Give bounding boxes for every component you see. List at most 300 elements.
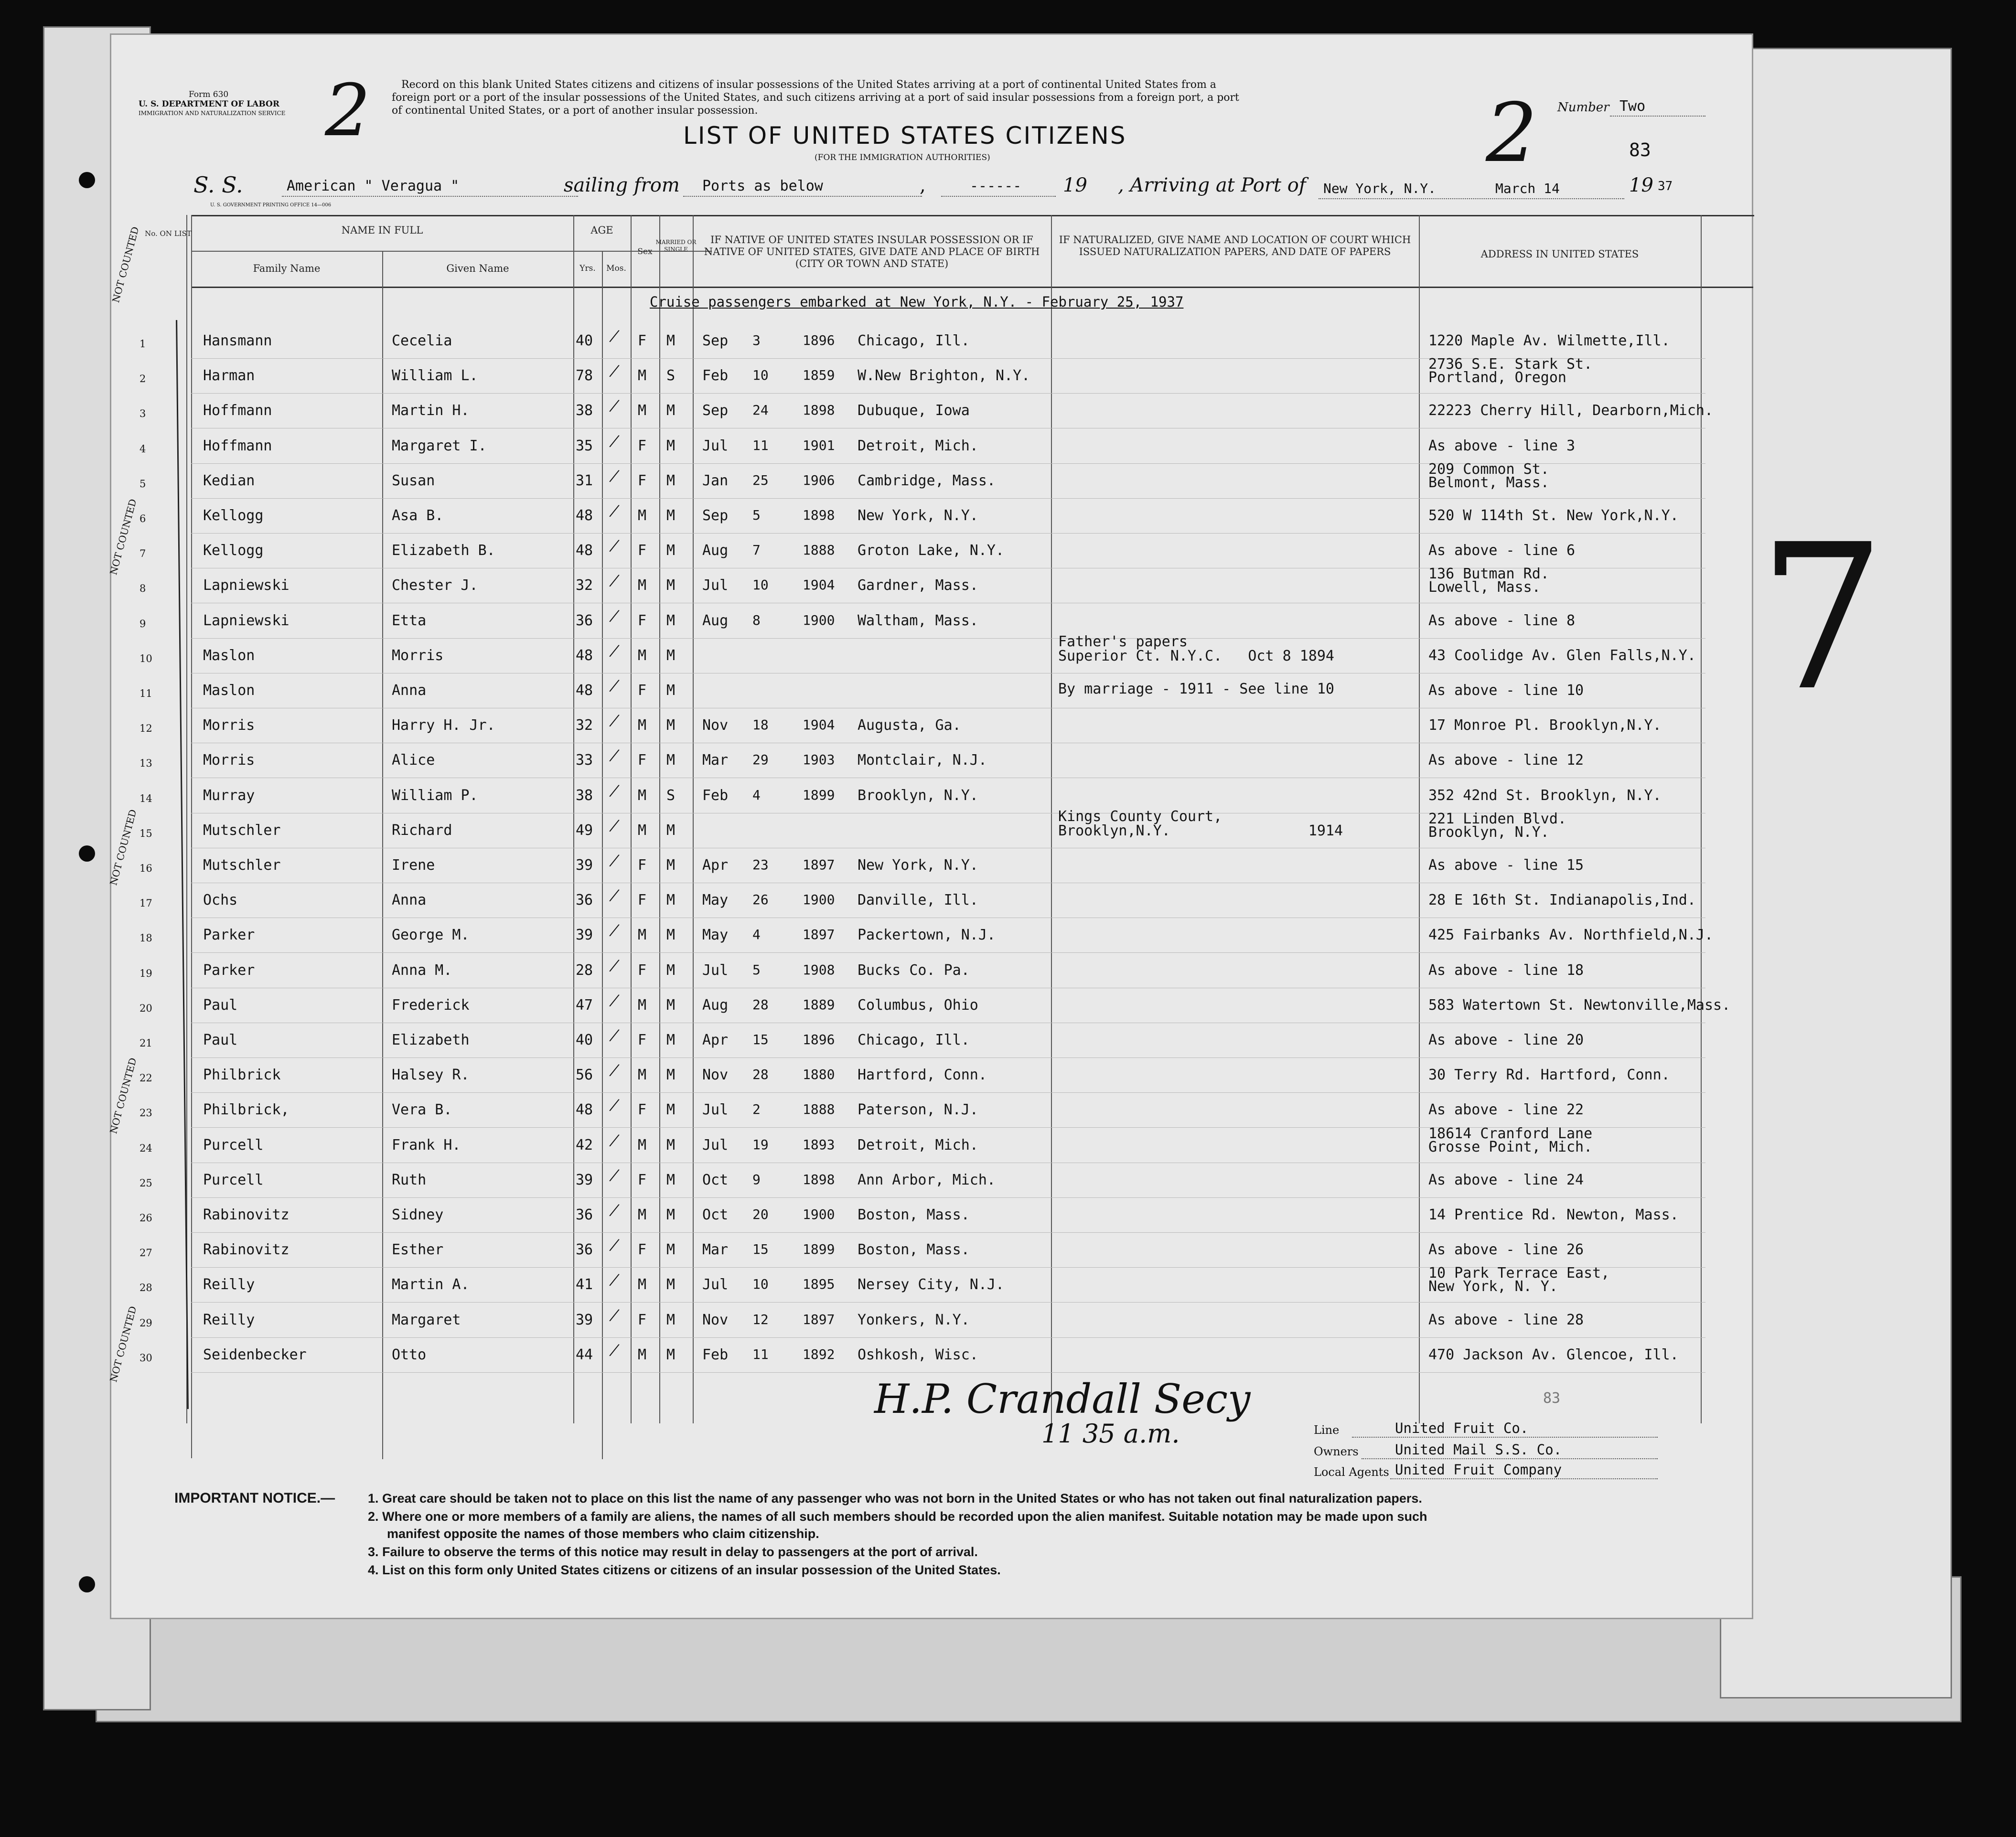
marital-status: M: [666, 996, 676, 1014]
table-header-rule: [191, 287, 1753, 288]
given-name: Ruth: [392, 1171, 427, 1188]
address-line-1: 43 Coolidge Av. Glen Falls,N.Y.: [1428, 647, 1696, 664]
check-mark: /: [607, 568, 622, 593]
marital-status: M: [666, 577, 676, 594]
age-years: 42: [576, 1136, 593, 1153]
table-row: [110, 534, 1753, 569]
given-name: William L.: [392, 367, 478, 384]
given-name: Anna: [392, 892, 427, 909]
check-mark: /: [607, 1233, 622, 1257]
birth-day: 4: [752, 787, 761, 803]
marital-status: M: [666, 1136, 676, 1153]
table-row: [110, 499, 1753, 534]
agents-blank: [1390, 1478, 1658, 1479]
row-number: 5: [139, 478, 146, 490]
given-name: Harry H. Jr.: [392, 717, 495, 734]
table-row: [110, 1023, 1753, 1058]
back-sheet-right: [1720, 48, 1952, 1698]
family-name: Seidenbecker: [203, 1346, 307, 1363]
sailing-label: sailing from: [564, 174, 680, 196]
row-number: 3: [139, 408, 146, 420]
form-number: Form 630: [189, 90, 229, 99]
notice-item-2: 2. Where one or more members of a family are aliens, the names of all such members should be recorded upon the alien manifest. Suitable notation may be made upon such: [368, 1509, 1427, 1524]
given-name: Alice: [392, 752, 435, 769]
age-years: 38: [576, 787, 593, 804]
table-row: [110, 708, 1753, 744]
birth-day: 29: [752, 752, 769, 768]
given-name: Etta: [392, 612, 427, 629]
department: U. S. DEPARTMENT OF LABOR: [139, 99, 279, 109]
table-row: [110, 394, 1753, 429]
row-number: 4: [139, 443, 146, 455]
birth-place: Detroit, Mich.: [858, 437, 978, 454]
birth-month: Jul: [702, 1101, 729, 1119]
age-years: 41: [576, 1276, 593, 1293]
birth-day: 11: [752, 437, 769, 453]
birth-year: 1898: [803, 402, 835, 418]
row-number: 12: [139, 723, 152, 735]
birth-day: 5: [752, 507, 761, 523]
address-line-1: 28 E 16th St. Indianapolis,Ind.: [1428, 892, 1696, 909]
check-mark: /: [607, 1338, 622, 1362]
sex: F: [638, 542, 647, 559]
birth-day: 24: [752, 402, 769, 418]
naturalization: Father's papers Superior Ct. N.Y.C. Oct 8 1894: [1058, 633, 1334, 664]
check-mark: /: [607, 743, 622, 768]
table-row: [110, 429, 1753, 464]
birth-year: 1888: [803, 542, 835, 558]
number-label: Number: [1557, 100, 1609, 115]
check-mark: /: [607, 778, 622, 803]
marital-status: M: [666, 332, 676, 349]
age-years: 48: [576, 647, 593, 664]
family-name: Maslon: [203, 647, 255, 664]
age-years: 36: [576, 1241, 593, 1259]
address-line-1: 1220 Maple Av. Wilmette,Ill.: [1428, 332, 1670, 349]
arrival-blank: [1319, 198, 1624, 199]
age-years: 31: [576, 472, 593, 489]
given-name: Anna: [392, 682, 427, 699]
birth-day: 11: [752, 1346, 769, 1362]
birth-month: Aug: [702, 612, 729, 629]
table-row: [110, 1125, 1753, 1164]
check-mark: /: [607, 603, 622, 628]
family-name: Hoffmann: [203, 402, 272, 419]
birth-month: May: [702, 892, 729, 909]
birth-month: Mar: [702, 1241, 729, 1259]
check-mark: /: [607, 883, 622, 908]
row-number: 7: [139, 548, 146, 560]
not-counted-stamp: NOT COUNTED: [107, 1056, 139, 1135]
birth-month: Sep: [702, 402, 729, 419]
birth-year: 1900: [803, 892, 835, 908]
check-mark: /: [607, 1303, 622, 1327]
family-name: Morris: [203, 717, 255, 734]
birth-place: New York, N.Y.: [858, 507, 978, 524]
check-mark: /: [607, 499, 622, 523]
age-years: 32: [576, 717, 593, 734]
birth-month: Jul: [702, 961, 729, 979]
marital-status: M: [666, 752, 676, 769]
given-name: Elizabeth: [392, 1032, 470, 1048]
table-row: [110, 633, 1753, 674]
given-name: Elizabeth B.: [392, 542, 495, 559]
birth-year: 1893: [803, 1136, 835, 1153]
age-years: 39: [576, 927, 593, 944]
service: IMMIGRATION AND NATURALIZATION SERVICE: [139, 110, 286, 117]
age-years: 39: [576, 857, 593, 874]
header-name-in-full: NAME IN FULL: [341, 224, 423, 236]
not-counted-stamp: NOT COUNTED: [110, 225, 141, 304]
sex: M: [638, 787, 647, 804]
given-name: Vera B.: [392, 1101, 452, 1119]
address-line-1: 18614 Cranford Lane: [1428, 1125, 1593, 1142]
table-row: [110, 1093, 1753, 1128]
marital-status: M: [666, 507, 676, 524]
marital-status: M: [666, 1207, 676, 1223]
row-number: 14: [139, 792, 152, 804]
arrival-year: 37: [1658, 179, 1673, 193]
family-name: Maslon: [203, 682, 255, 699]
table-row: [110, 1265, 1753, 1303]
record-instructions-3: of continental United States, or a port of another insular possession.: [392, 105, 758, 117]
family-name: Parker: [203, 961, 255, 979]
address-line-1: As above - line 15: [1428, 857, 1584, 874]
record-instructions-2: foreign port or a port of the insular possessions of the United States, and such citizens arriving at a port of said insular possessions from a foreign port, a port: [392, 92, 1239, 104]
sex: M: [638, 577, 647, 594]
address-line-1: As above - line 10: [1428, 682, 1584, 699]
marital-status: M: [666, 402, 676, 419]
page-mark-bottom: 83: [1543, 1390, 1561, 1407]
notice-item-2-cont: manifest opposite the names of those members who claim citizenship.: [387, 1527, 819, 1541]
sex: F: [638, 612, 647, 629]
sailing-blank: [683, 196, 922, 197]
birth-place: Paterson, N.J.: [858, 1101, 978, 1119]
birth-day: 10: [752, 367, 769, 384]
birth-year: 1896: [803, 332, 835, 348]
age-years: 48: [576, 542, 593, 559]
birth-place: Oshkosh, Wisc.: [858, 1346, 978, 1363]
sex: F: [638, 682, 647, 699]
birth-place: Waltham, Mass.: [858, 612, 978, 629]
table-row: [110, 988, 1753, 1024]
arriving-label: , Arriving at Port of: [1118, 174, 1306, 196]
header-family-name: Family Name: [253, 263, 321, 274]
marital-status: S: [666, 787, 676, 804]
birth-year: 1859: [803, 367, 835, 384]
handwritten-list-number-right: 2: [1486, 86, 1538, 181]
manifest-sheet: [107, 33, 1753, 1619]
given-name: Morris: [392, 647, 444, 664]
naturalization: By marriage - 1911 - See line 10: [1058, 681, 1334, 697]
agents-label: Local Agents: [1314, 1465, 1389, 1479]
birth-day: 28: [752, 1067, 769, 1083]
punch-hole: [79, 845, 95, 862]
birth-year: 1892: [803, 1346, 835, 1362]
marital-status: M: [666, 437, 676, 454]
birth-year: 1888: [803, 1101, 835, 1118]
sex: M: [638, 822, 647, 839]
family-name: Ochs: [203, 892, 238, 909]
given-name: William P.: [392, 787, 478, 804]
address-line-1: As above - line 8: [1428, 612, 1576, 629]
address-line-1: 22223 Cherry Hill, Dearborn,Mich.: [1428, 402, 1714, 419]
birth-day: 28: [752, 996, 769, 1013]
row-number: 6: [139, 513, 146, 524]
given-name: Richard: [392, 822, 452, 839]
birth-place: Detroit, Mich.: [858, 1136, 978, 1153]
given-name: Esther: [392, 1241, 444, 1259]
birth-place: Brooklyn, N.Y.: [858, 787, 978, 804]
given-name: Martin H.: [392, 402, 470, 419]
birth-year: 1906: [803, 472, 835, 488]
birth-place: Yonkers, N.Y.: [858, 1311, 970, 1328]
sex: M: [638, 1276, 647, 1293]
sex: F: [638, 752, 647, 769]
birth-day: 15: [752, 1032, 769, 1047]
address-line-1: 221 Linden Blvd.: [1428, 810, 1566, 827]
page-subtitle: (FOR THE IMMIGRATION AUTHORITIES): [815, 153, 990, 162]
table-row: [110, 460, 1753, 499]
given-name: George M.: [392, 927, 470, 944]
family-name: Mutschler: [203, 822, 281, 839]
birth-place: Cambridge, Mass.: [858, 472, 996, 489]
birth-month: May: [702, 927, 729, 944]
age-years: 48: [576, 507, 593, 524]
age-years: 40: [576, 332, 593, 349]
row-number: 23: [139, 1107, 152, 1119]
family-name: Paul: [203, 996, 238, 1014]
number-value: Two: [1619, 98, 1646, 115]
address-line-1: 209 Common St.: [1428, 460, 1549, 478]
birth-day: 23: [752, 857, 769, 873]
address-line-1: As above - line 26: [1428, 1241, 1584, 1259]
header-mos: Mos.: [606, 264, 626, 273]
row-number: 2: [139, 373, 146, 385]
birth-day: 20: [752, 1207, 769, 1222]
birth-month: Sep: [702, 507, 729, 524]
birth-month: Apr: [702, 857, 729, 874]
given-name: Sidney: [392, 1207, 444, 1223]
birth-day: 12: [752, 1311, 769, 1327]
birth-month: Jul: [702, 1276, 729, 1293]
family-name: Lapniewski: [203, 577, 290, 594]
birth-place: Boston, Mass.: [858, 1241, 970, 1259]
row-number: 20: [139, 1002, 152, 1014]
check-mark: /: [607, 953, 622, 978]
notice-item-4: 4. List on this form only United States citizens or citizens of an insular possession of the United States.: [368, 1563, 1001, 1577]
birth-place: Augusta, Ga.: [858, 717, 961, 734]
birth-day: 3: [752, 332, 761, 348]
marital-status: M: [666, 961, 676, 979]
row-number: 15: [139, 827, 152, 839]
sex: F: [638, 892, 647, 909]
owners-label: Owners: [1314, 1445, 1359, 1458]
birth-month: Feb: [702, 787, 729, 804]
marital-status: M: [666, 1101, 676, 1119]
age-years: 32: [576, 577, 593, 594]
row-number: 9: [139, 618, 146, 630]
address-line-1: As above - line 3: [1428, 437, 1576, 454]
given-name: Halsey R.: [392, 1067, 470, 1084]
birth-year: 1904: [803, 577, 835, 593]
address-line-1: 30 Terry Rd. Hartford, Conn.: [1428, 1067, 1670, 1084]
family-name: Harman: [203, 367, 255, 384]
table-row: [110, 604, 1753, 639]
sex: M: [638, 402, 647, 419]
birth-place: Bucks Co. Pa.: [858, 961, 970, 979]
check-mark: /: [607, 1058, 622, 1082]
birth-place: Chicago, Ill.: [858, 1032, 970, 1048]
birth-year: 1900: [803, 1207, 835, 1222]
birth-month: Jul: [702, 577, 729, 594]
address-line-1: 583 Watertown St. Newtonville,Mass.: [1428, 996, 1731, 1014]
birth-month: Jan: [702, 472, 729, 489]
record-instructions-1: Record on this blank United States citizens and citizens of insular possessions of the United States arriving at a port of continental United States from a: [401, 79, 1216, 91]
marital-status: M: [666, 1067, 676, 1084]
arrival-year-prefix: 19: [1629, 174, 1653, 196]
table-row: [110, 883, 1753, 918]
birth-month: Oct: [702, 1207, 729, 1223]
punch-hole: [79, 1576, 95, 1592]
birth-year: 1899: [803, 787, 835, 803]
line-label: Line: [1314, 1423, 1340, 1437]
sex: F: [638, 961, 647, 979]
birth-place: Danville, Ill.: [858, 892, 978, 909]
table-row: [110, 1058, 1753, 1093]
sex: M: [638, 367, 647, 384]
sex: F: [638, 1032, 647, 1048]
row-number: 11: [139, 688, 152, 699]
sex: M: [638, 647, 647, 664]
birth-month: Jul: [702, 437, 729, 454]
marital-status: M: [666, 717, 676, 734]
address-line-1: 425 Fairbanks Av. Northfield,N.J.: [1428, 927, 1714, 944]
marital-status: M: [666, 1276, 676, 1293]
check-mark: /: [607, 639, 622, 663]
marital-status: M: [666, 647, 676, 664]
marital-status: M: [666, 927, 676, 944]
table-row: [110, 568, 1753, 604]
address-line-1: As above - line 18: [1428, 961, 1584, 979]
birth-month: Mar: [702, 752, 729, 769]
birth-place: Ann Arbor, Mich.: [858, 1171, 996, 1188]
birth-place: Nersey City, N.J.: [858, 1276, 1005, 1293]
age-years: 36: [576, 892, 593, 909]
row-number: 13: [139, 758, 152, 769]
age-years: 49: [576, 822, 593, 839]
given-name: Martin A.: [392, 1276, 470, 1293]
row-number: 10: [139, 652, 152, 664]
ss-label: S. S.: [193, 172, 243, 198]
birth-day: 2: [752, 1101, 761, 1118]
marital-status: M: [666, 1171, 676, 1188]
ship-name: American " Veragua ": [287, 178, 460, 194]
row-number: 8: [139, 583, 146, 595]
address-line-1: As above - line 6: [1428, 542, 1576, 559]
check-mark: /: [607, 918, 622, 943]
sex: M: [638, 1136, 647, 1153]
birth-year: 1896: [803, 1032, 835, 1047]
address-line-2: Portland, Oregon: [1428, 369, 1566, 386]
marital-status: M: [666, 682, 676, 699]
sailing-from: Ports as below: [702, 178, 823, 194]
number-blank: [1610, 116, 1705, 117]
check-mark: /: [607, 1198, 622, 1222]
birth-year: 1900: [803, 612, 835, 628]
header-yrs: Yrs.: [579, 264, 596, 273]
birth-month: Aug: [702, 542, 729, 559]
birth-year: 1904: [803, 717, 835, 733]
sex: M: [638, 717, 647, 734]
birth-month: Nov: [702, 717, 729, 734]
departure-blank: [941, 196, 1056, 197]
line-blank: [1352, 1437, 1658, 1438]
sex: F: [638, 1311, 647, 1328]
ship-blank: [282, 196, 578, 197]
sex: F: [638, 332, 647, 349]
check-mark: /: [607, 1163, 622, 1187]
given-name: Anna M.: [392, 961, 452, 979]
cruise-note: Cruise passengers embarked at New York, N.Y. - February 25, 1937: [650, 294, 1184, 310]
not-counted-stamp: NOT COUNTED: [107, 808, 139, 887]
family-name: Kedian: [203, 472, 255, 489]
age-years: 48: [576, 682, 593, 699]
address-line-1: As above - line 22: [1428, 1101, 1584, 1119]
handwritten-list-number-left: 2: [325, 69, 371, 152]
birth-month: Nov: [702, 1311, 729, 1328]
age-years: 78: [576, 367, 593, 384]
birth-year: 1903: [803, 752, 835, 768]
notice-item-3: 3. Failure to observe the terms of this notice may result in delay to passengers at the port of arrival.: [368, 1545, 978, 1559]
table-row: [110, 779, 1753, 814]
printing-office: U. S. GOVERNMENT PRINTING OFFICE 14—006: [210, 203, 332, 208]
address-line-1: 352 42nd St. Brooklyn, N.Y.: [1428, 787, 1662, 804]
check-mark: /: [607, 324, 622, 348]
arrival-time-stamp: 11 35 a.m.: [1041, 1419, 1180, 1449]
comma-1: ,: [920, 174, 926, 196]
birth-month: Feb: [702, 367, 729, 384]
header-sex: Sex: [637, 247, 653, 256]
check-mark: /: [607, 673, 622, 698]
marital-status: M: [666, 1241, 676, 1259]
age-years: 44: [576, 1346, 593, 1363]
birth-month: Feb: [702, 1346, 729, 1363]
address-line-1: As above - line 28: [1428, 1311, 1584, 1328]
check-mark: /: [607, 848, 622, 873]
owners-blank: [1362, 1458, 1658, 1459]
table-row: [110, 1303, 1753, 1338]
birth-month: Nov: [702, 1067, 729, 1084]
birth-month: Apr: [702, 1032, 729, 1048]
family-name: Hansmann: [203, 332, 272, 349]
not-counted-stamp: NOT COUNTED: [107, 1304, 139, 1384]
family-name: Reilly: [203, 1311, 255, 1328]
arrival-date: March 14: [1495, 181, 1560, 196]
table-row: [110, 953, 1753, 989]
birth-place: W.New Brighton, N.Y.: [858, 367, 1030, 384]
address-line-1: As above - line 20: [1428, 1032, 1584, 1048]
agents-value: United Fruit Company: [1395, 1462, 1562, 1478]
address-line-1: 10 Park Terrace East,: [1428, 1265, 1610, 1282]
birth-month: Aug: [702, 996, 729, 1014]
row-number: 30: [139, 1352, 152, 1364]
family-name: Purcell: [203, 1136, 264, 1153]
family-name: Kellogg: [203, 542, 264, 559]
birth-day: 18: [752, 717, 769, 733]
check-mark: /: [607, 1128, 622, 1153]
family-name: Kellogg: [203, 507, 264, 524]
